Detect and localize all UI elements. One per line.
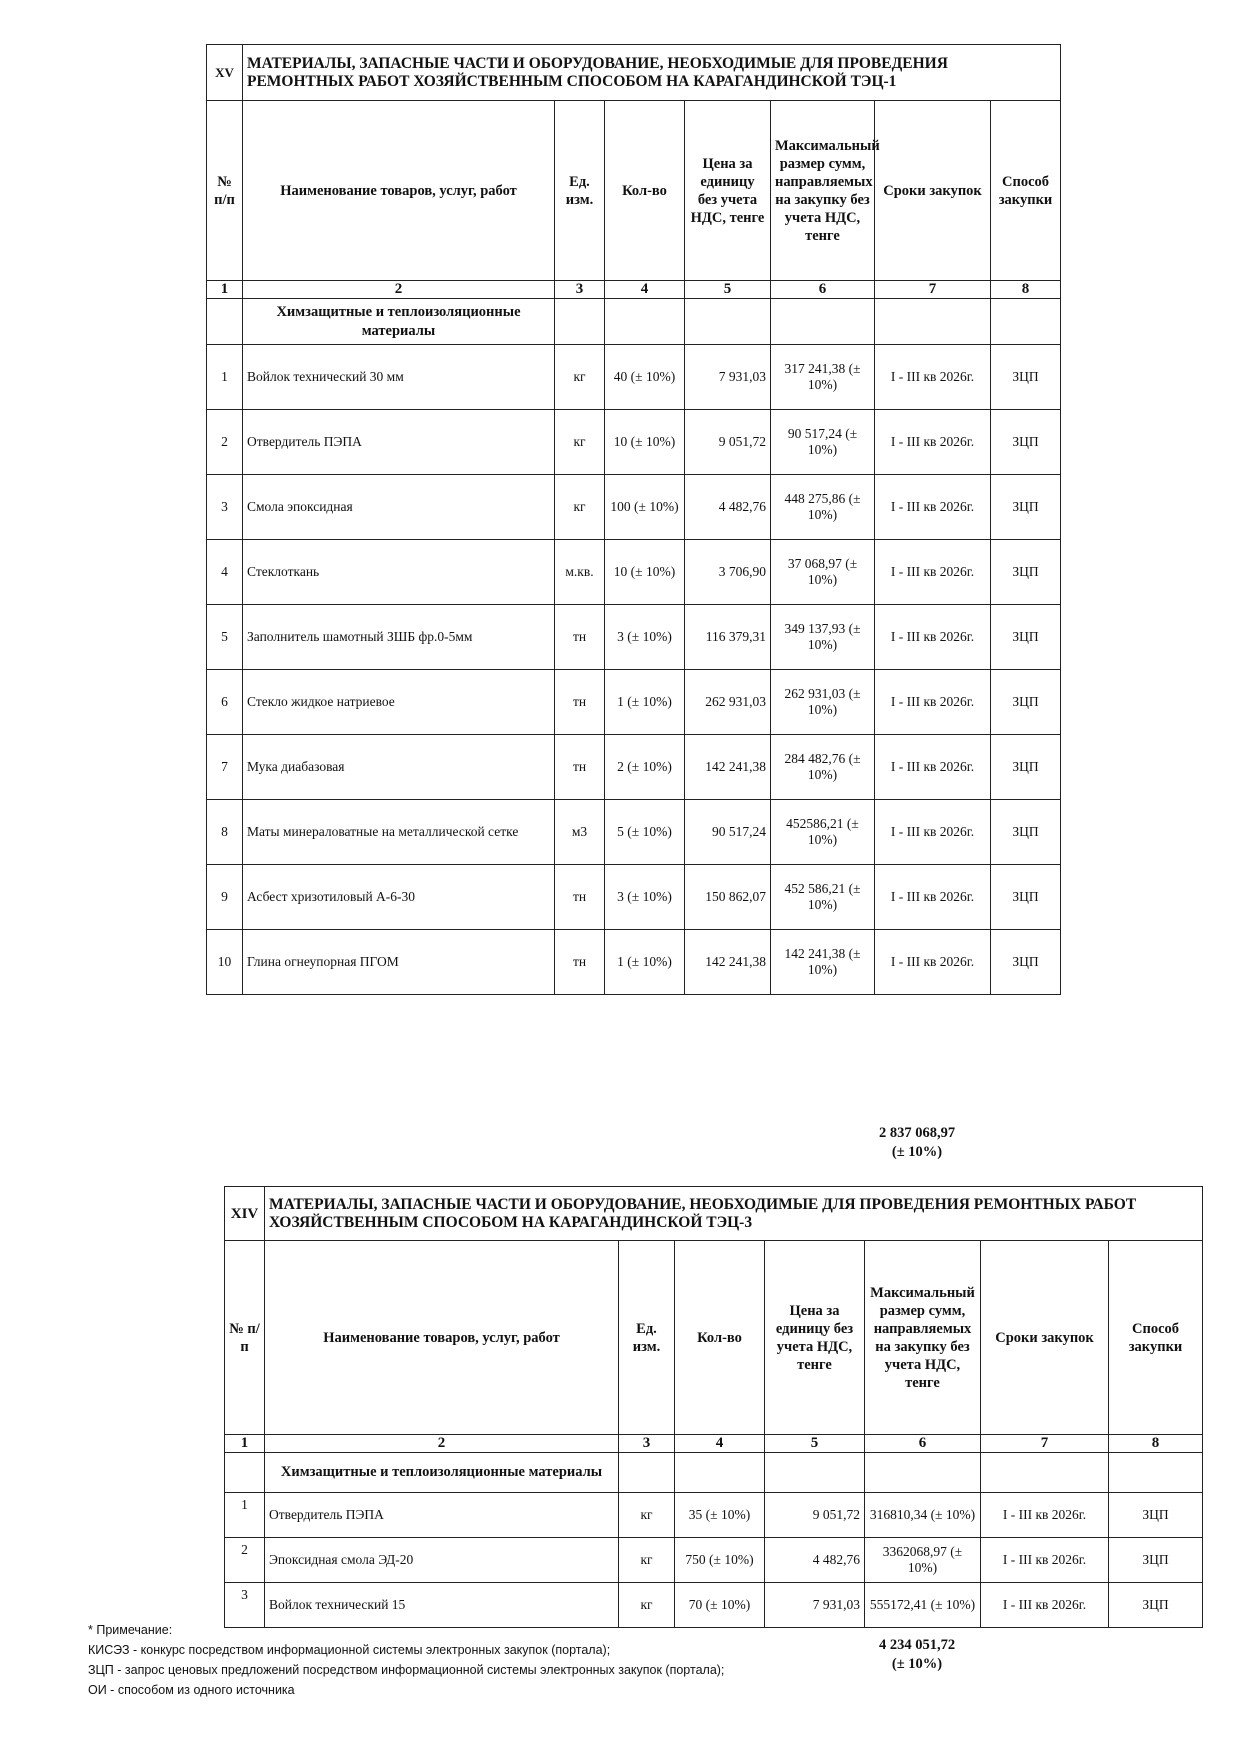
section-tec1 — [206, 44, 1061, 995]
item-name: Заполнитель шамотный ЗШБ фр.0-5мм — [243, 605, 555, 670]
quantity-cell: 2 (± 10%) — [605, 735, 685, 800]
table-row — [207, 735, 1061, 800]
item-name: Войлок технический 30 мм — [243, 345, 555, 410]
quantity-cell: 3 (± 10%) — [605, 605, 685, 670]
period-cell: I - III кв 2026г. — [875, 410, 991, 475]
section-tec3 — [224, 1186, 1203, 1628]
total-amount: 4 234 051,72 — [878, 1637, 956, 1653]
item-name: Отвердитель ПЭПА — [243, 410, 555, 475]
row-number: 1 — [207, 345, 243, 410]
item-name: Глина огнеупорная ПГОМ — [243, 930, 555, 995]
max-sum-cell: 452 586,21 (± 10%) — [771, 865, 875, 930]
col-number: 7 — [981, 1435, 1109, 1453]
table-body-tec1 — [207, 345, 1061, 995]
header-method: Способ закупки — [1109, 1241, 1203, 1435]
max-sum-cell: 262 931,03 (± 10%) — [771, 670, 875, 735]
unit-cell: кг — [555, 410, 605, 475]
max-sum-cell: 555172,41 (± 10%) — [865, 1583, 981, 1628]
header-num: № п/п — [207, 101, 243, 281]
col-number: 7 — [875, 281, 991, 299]
unit-cell: тн — [555, 670, 605, 735]
max-sum-cell: 317 241,38 (± 10%) — [771, 345, 875, 410]
price-cell: 4 482,76 — [765, 1538, 865, 1583]
method-cell: ЗЦП — [1109, 1583, 1203, 1628]
max-sum-cell: 284 482,76 (± 10%) — [771, 735, 875, 800]
row-number: 1 — [225, 1493, 265, 1538]
row-number: 8 — [207, 800, 243, 865]
method-cell: ЗЦП — [991, 800, 1061, 865]
method-cell: ЗЦП — [1109, 1493, 1203, 1538]
total-tolerance: (± 10%) — [891, 1144, 943, 1160]
period-cell: I - III кв 2026г. — [981, 1538, 1109, 1583]
header-period: Сроки закупок — [981, 1241, 1109, 1435]
max-sum-cell: 316810,34 (± 10%) — [865, 1493, 981, 1538]
table-row — [207, 670, 1061, 735]
method-cell: ЗЦП — [991, 410, 1061, 475]
quantity-cell: 750 (± 10%) — [675, 1538, 765, 1583]
item-name: Маты минераловатные на металлической сетке — [243, 800, 555, 865]
quantity-cell: 35 (± 10%) — [675, 1493, 765, 1538]
period-cell: I - III кв 2026г. — [875, 670, 991, 735]
unit-cell: кг — [619, 1493, 675, 1538]
footnote-line: ЗЦП - запрос ценовых предложений посредством информационной системы электронных закупок (портала); — [88, 1663, 725, 1677]
max-sum-cell: 142 241,38 (± 10%) — [771, 930, 875, 995]
method-cell: ЗЦП — [991, 605, 1061, 670]
header-period: Сроки закупок — [875, 101, 991, 281]
row-number: 3 — [225, 1583, 265, 1628]
quantity-cell: 70 (± 10%) — [675, 1583, 765, 1628]
table-row — [207, 410, 1061, 475]
price-cell: 9 051,72 — [685, 410, 771, 475]
item-name: Смола эпоксидная — [243, 475, 555, 540]
max-sum-cell: 3362068,97 (± 10%) — [865, 1538, 981, 1583]
col-number: 1 — [225, 1435, 265, 1453]
unit-cell: кг — [619, 1583, 675, 1628]
table-row — [207, 865, 1061, 930]
item-name: Асбест хризотиловый А-6-30 — [243, 865, 555, 930]
row-number: 7 — [207, 735, 243, 800]
section-title: МАТЕРИАЛЫ, ЗАПАСНЫЕ ЧАСТИ И ОБОРУДОВАНИЕ, НЕОБХОДИМЫЕ ДЛЯ ПРОВЕДЕНИЯ РЕМОНТНЫХ РАБОТ ХОЗЯЙСТВЕННЫМ СПОСОБОМ НА КАРАГАНДИНСКОЙ ТЭЦ-1 — [243, 45, 1061, 101]
total-tolerance: (± 10%) — [891, 1656, 943, 1672]
period-cell: I - III кв 2026г. — [981, 1583, 1109, 1628]
quantity-cell: 5 (± 10%) — [605, 800, 685, 865]
table-row — [207, 605, 1061, 670]
header-unit: Ед. изм. — [555, 101, 605, 281]
item-name: Войлок технический 15 — [265, 1583, 619, 1628]
row-number: 4 — [207, 540, 243, 605]
header-price: Цена за единицу без учета НДС, тенге — [685, 101, 771, 281]
item-name: Стеклоткань — [243, 540, 555, 605]
footnote — [88, 1620, 724, 1700]
category-label: Химзащитные и теплоизоляционные материалы — [243, 299, 555, 345]
row-number: 9 — [207, 865, 243, 930]
period-cell: I - III кв 2026г. — [875, 345, 991, 410]
col-number: 5 — [685, 281, 771, 299]
method-cell: ЗЦП — [991, 735, 1061, 800]
col-number: 6 — [771, 281, 875, 299]
row-number: 3 — [207, 475, 243, 540]
max-sum-cell: 349 137,93 (± 10%) — [771, 605, 875, 670]
header-method: Способ закупки — [991, 101, 1061, 281]
period-cell: I - III кв 2026г. — [875, 605, 991, 670]
row-number: 2 — [225, 1538, 265, 1583]
row-number: 6 — [207, 670, 243, 735]
row-number: 10 — [207, 930, 243, 995]
unit-cell: кг — [619, 1538, 675, 1583]
section-number: XIV — [225, 1187, 265, 1241]
price-cell: 4 482,76 — [685, 475, 771, 540]
total-amount: 2 837 068,97 — [878, 1125, 956, 1141]
footnote-line: КИСЭЗ - конкурс посредством информационной системы электронных закупок (портала); — [88, 1643, 611, 1657]
header-name: Наименование товаров, услуг, работ — [265, 1241, 619, 1435]
max-sum-cell: 90 517,24 (± 10%) — [771, 410, 875, 475]
table-row — [207, 930, 1061, 995]
header-max-sum: Максимальный размер сумм, направляемых на закупку без учета НДС, тенге — [771, 101, 875, 281]
price-cell: 7 931,03 — [685, 345, 771, 410]
item-name: Эпоксидная смола ЭД-20 — [265, 1538, 619, 1583]
period-cell: I - III кв 2026г. — [875, 735, 991, 800]
table-body-tec3 — [225, 1493, 1203, 1628]
header-price: Цена за единицу без учета НДС, тенге — [765, 1241, 865, 1435]
price-cell: 116 379,31 — [685, 605, 771, 670]
header-name: Наименование товаров, услуг, работ — [243, 101, 555, 281]
max-sum-cell: 452586,21 (± 10%) — [771, 800, 875, 865]
quantity-cell: 40 (± 10%) — [605, 345, 685, 410]
unit-cell: тн — [555, 930, 605, 995]
method-cell: ЗЦП — [991, 670, 1061, 735]
row-number: 5 — [207, 605, 243, 670]
max-sum-cell: 448 275,86 (± 10%) — [771, 475, 875, 540]
table-row — [207, 475, 1061, 540]
quantity-cell: 3 (± 10%) — [605, 865, 685, 930]
header-qty: Кол-во — [605, 101, 685, 281]
unit-cell: кг — [555, 345, 605, 410]
item-name: Отвердитель ПЭПА — [265, 1493, 619, 1538]
category-label: Химзащитные и теплоизоляционные материалы — [265, 1453, 619, 1493]
section-number: XV — [207, 45, 243, 101]
col-number: 3 — [555, 281, 605, 299]
method-cell: ЗЦП — [991, 345, 1061, 410]
header-unit: Ед. изм. — [619, 1241, 675, 1435]
section-title: МАТЕРИАЛЫ, ЗАПАСНЫЕ ЧАСТИ И ОБОРУДОВАНИЕ, НЕОБХОДИМЫЕ ДЛЯ ПРОВЕДЕНИЯ РЕМОНТНЫХ РАБОТ ХОЗЯЙСТВЕННЫМ СПОСОБОМ НА КАРАГАНДИНСКОЙ ТЭЦ-3 — [265, 1187, 1203, 1241]
period-cell: I - III кв 2026г. — [875, 540, 991, 605]
procurement-table-tec1 — [206, 44, 1061, 995]
unit-cell: м3 — [555, 800, 605, 865]
max-sum-cell: 37 068,97 (± 10%) — [771, 540, 875, 605]
col-number: 4 — [675, 1435, 765, 1453]
price-cell: 142 241,38 — [685, 735, 771, 800]
item-name: Стекло жидкое натриевое — [243, 670, 555, 735]
quantity-cell: 10 (± 10%) — [605, 410, 685, 475]
price-cell: 150 862,07 — [685, 865, 771, 930]
col-number: 4 — [605, 281, 685, 299]
quantity-cell: 1 (± 10%) — [605, 670, 685, 735]
col-number: 8 — [991, 281, 1061, 299]
period-cell: I - III кв 2026г. — [875, 930, 991, 995]
col-number: 8 — [1109, 1435, 1203, 1453]
quantity-cell: 10 (± 10%) — [605, 540, 685, 605]
header-num: № п/п — [225, 1241, 265, 1435]
item-name: Мука диабазовая — [243, 735, 555, 800]
table-row — [225, 1538, 1203, 1583]
method-cell: ЗЦП — [991, 540, 1061, 605]
table-row — [207, 800, 1061, 865]
header-max-sum: Максимальный размер сумм, направляемых на закупку без учета НДС, тенге — [865, 1241, 981, 1435]
col-number: 2 — [243, 281, 555, 299]
unit-cell: тн — [555, 735, 605, 800]
col-number: 6 — [865, 1435, 981, 1453]
footnote-line: ОИ - способом из одного источника — [88, 1683, 295, 1697]
col-number: 2 — [265, 1435, 619, 1453]
procurement-table-tec3 — [224, 1186, 1203, 1628]
method-cell: ЗЦП — [1109, 1538, 1203, 1583]
footnote-heading: * Примечание: — [88, 1623, 173, 1637]
period-cell: I - III кв 2026г. — [875, 800, 991, 865]
unit-cell: тн — [555, 865, 605, 930]
table-row — [207, 345, 1061, 410]
table-row — [207, 540, 1061, 605]
price-cell: 7 931,03 — [765, 1583, 865, 1628]
header-qty: Кол-во — [675, 1241, 765, 1435]
total-tec3 — [862, 1636, 972, 1674]
table-row — [225, 1493, 1203, 1538]
col-number: 3 — [619, 1435, 675, 1453]
price-cell: 90 517,24 — [685, 800, 771, 865]
unit-cell: м.кв. — [555, 540, 605, 605]
quantity-cell: 100 (± 10%) — [605, 475, 685, 540]
unit-cell: кг — [555, 475, 605, 540]
period-cell: I - III кв 2026г. — [981, 1493, 1109, 1538]
col-number: 1 — [207, 281, 243, 299]
total-tec1 — [862, 1124, 972, 1162]
col-number: 5 — [765, 1435, 865, 1453]
price-cell: 142 241,38 — [685, 930, 771, 995]
unit-cell: тн — [555, 605, 605, 670]
price-cell: 3 706,90 — [685, 540, 771, 605]
quantity-cell: 1 (± 10%) — [605, 930, 685, 995]
method-cell: ЗЦП — [991, 930, 1061, 995]
period-cell: I - III кв 2026г. — [875, 865, 991, 930]
price-cell: 262 931,03 — [685, 670, 771, 735]
price-cell: 9 051,72 — [765, 1493, 865, 1538]
method-cell: ЗЦП — [991, 475, 1061, 540]
row-number: 2 — [207, 410, 243, 475]
period-cell: I - III кв 2026г. — [875, 475, 991, 540]
method-cell: ЗЦП — [991, 865, 1061, 930]
